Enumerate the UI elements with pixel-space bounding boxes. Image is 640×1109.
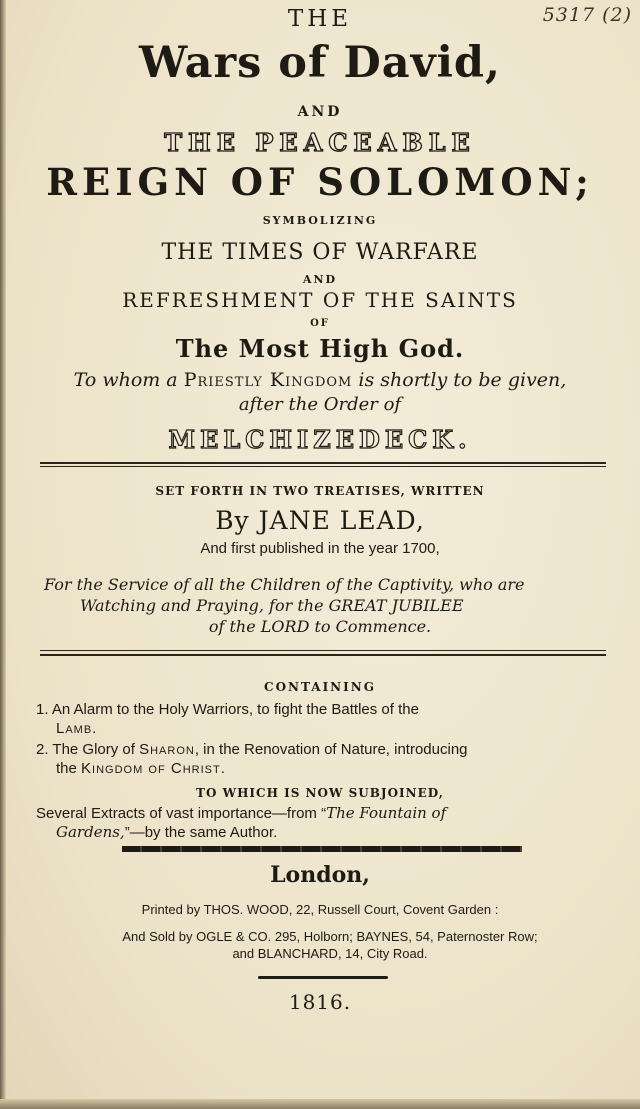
- imprint-city: London,: [270, 862, 370, 888]
- whom-post: is shortly to be given,: [352, 369, 567, 391]
- contents-item-1: [36, 700, 616, 738]
- title-most-high-god: The Most High God.: [175, 334, 465, 363]
- title-the-peaceable: THE PEACEABLE: [164, 128, 476, 157]
- imprint-printer: Printed by THOS. WOOD, 22, Russell Court, Covent Garden :: [141, 902, 499, 917]
- several-post: ”—by the same Author.: [124, 824, 278, 841]
- title-of: OF: [310, 318, 330, 329]
- imprint-year: 1816.: [288, 990, 352, 1014]
- item-1-lamb: Lamb.: [56, 720, 98, 737]
- several-fountain: The Fountain of: [326, 804, 447, 822]
- several-pre: Several Extracts of vast importance—from “: [36, 805, 327, 822]
- title-reign-of-solomon: REIGN OF SOLOMON;: [46, 160, 594, 204]
- set-forth-line: SET FORTH IN TWO TREATISES, WRITTEN: [155, 484, 485, 498]
- short-rule: [258, 976, 388, 979]
- manuscript-shelfmark: 5317 (2): [542, 4, 632, 26]
- divider-rule-2: [40, 650, 606, 651]
- contents-item-2: [36, 740, 616, 778]
- melchizedeck: MELCHIZEDECK.: [168, 425, 472, 454]
- several-extracts: [36, 804, 616, 842]
- ornamental-rule: [122, 846, 522, 852]
- whom-pre: To whom a: [73, 369, 184, 391]
- item-1-text: 1. An Alarm to the Holy Warriors, to fight the Battles of the: [36, 701, 419, 718]
- priestly-kingdom-line: [0, 368, 640, 392]
- title-and: AND: [297, 104, 343, 120]
- author-line: By JANE LEAD,: [215, 506, 425, 535]
- title-symbolizing: SYMBOLIZING: [262, 214, 378, 227]
- item-2-kingdom: Kingdom of Christ.: [81, 760, 226, 777]
- title-refreshment: REFRESHMENT OF THE SAINTS: [122, 288, 518, 312]
- title-wars-of-david: Wars of David,: [139, 38, 501, 88]
- imprint-sellers: [40, 928, 620, 962]
- first-published-line: And first published in the year 1700,: [200, 540, 440, 557]
- item-2-sharon: Sharon: [139, 741, 195, 758]
- title-the: THE: [287, 6, 353, 32]
- service-line-1: For the Service of all the Children of the Captivity, who are: [44, 575, 525, 594]
- service-paragraph: [44, 574, 604, 616]
- divider-rule-2-thick: [40, 654, 606, 656]
- title-times-of-warfare: THE TIMES OF WARFARE: [161, 240, 479, 265]
- imprint-sold-1: And Sold by OGLE & CO. 295, Holborn; BAYNES, 54, Paternoster Row;: [122, 929, 538, 944]
- item-2-mid: , in the Renovation of Nature, introducing: [194, 741, 468, 758]
- containing-heading: CONTAINING: [264, 680, 376, 694]
- item-2-end-pre: the: [56, 760, 82, 777]
- several-gardens: Gardens,: [56, 823, 125, 841]
- to-which-subjoined: TO WHICH IS NOW SUBJOINED,: [196, 786, 444, 800]
- divider-rule: [40, 462, 606, 464]
- service-line-2: Watching and Praying, for the GREAT JUBILEE: [80, 596, 464, 615]
- after-the-order: after the Order of: [238, 394, 402, 415]
- service-line-3: of the LORD to Commence.: [208, 617, 432, 636]
- whom-priestly-kingdom: Priestly Kingdom: [183, 369, 353, 391]
- item-2-pre: 2. The Glory of: [36, 741, 140, 758]
- divider-rule-thin: [40, 466, 606, 467]
- page-bottom-edge: [0, 1099, 640, 1109]
- imprint-sold-2: and BLANCHARD, 14, City Road.: [232, 946, 428, 961]
- title-and-2: AND: [302, 273, 338, 286]
